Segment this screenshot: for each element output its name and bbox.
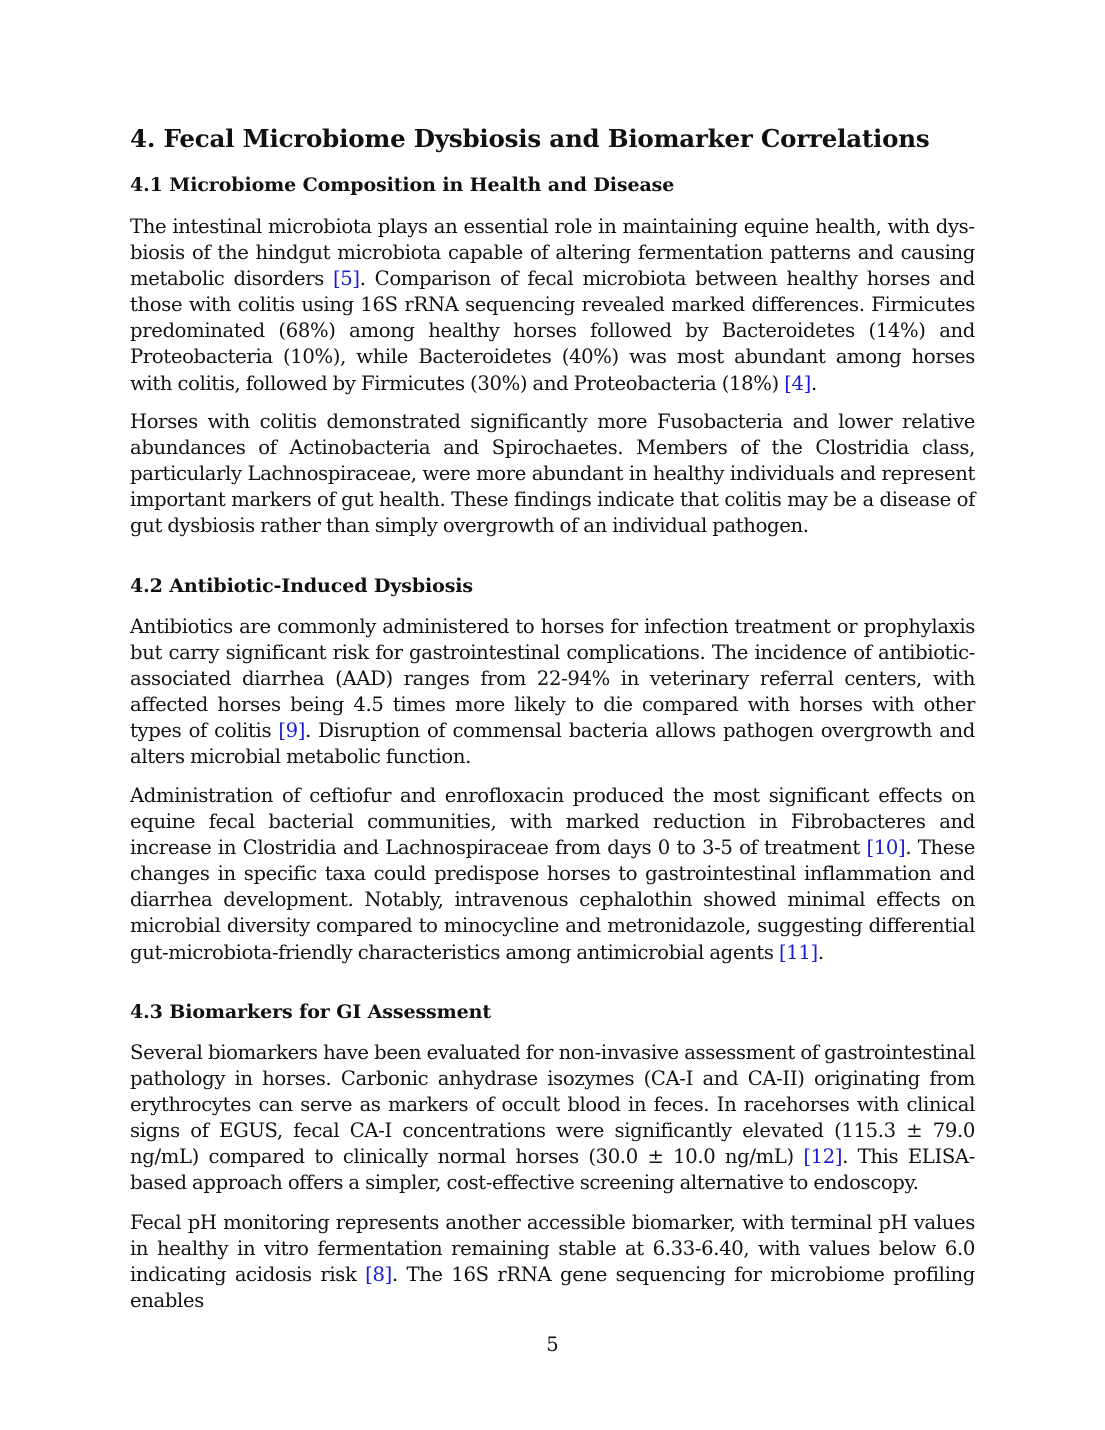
text-run: . This ELISA-based approach offers a simpler, cost-effective screening alternative to endoscopy.	[130, 1145, 975, 1195]
section-title: 4. Fecal Microbiome Dysbiosis and Biomarker Correlations	[130, 124, 930, 153]
subsection-title-4-3: 4.3 Biomarkers for GI Assessment	[130, 1001, 492, 1023]
subsection-title-4-1: 4.1 Microbiome Composition in Health and Disease	[130, 174, 675, 196]
page-number: 5	[546, 1333, 559, 1356]
text-run: Fecal pH monitoring represents another accessible biomarker, with terminal pH values in healthy in vitro fermentation remaining stable at 6.33-6.40, with values below 6.0 indicating acidosis risk	[130, 1211, 975, 1287]
text-run: . These changes in specific taxa could predispose horses to gastrointestinal inflammation and diarrhea development. Notably, intravenous cephalothin showed minimal effects on microbial diversity compared to minocycline and metronidazole, suggesting differential gut-microbiota-friendly characteristics among antimicrobial agents	[130, 836, 975, 964]
paragraph-4-2-2	[130, 783, 975, 966]
text-run: Horses with colitis demonstrated significantly more Fusobacteria and lower relative abundances of Actinobacteria and Spirochaetes. Members of the Clostridia class, particularly Lachnospiraceae, were more abundant in healthy individuals and represent important markers of gut health. These findings indicate that colitis may be a disease of gut dysbiosis rather than simply overgrowth of an individual pathogen.	[130, 410, 975, 538]
paragraph-4-1-2	[130, 409, 975, 539]
text-run: . Disruption of commensal bacteria allows pathogen overgrowth and alters microbial metabolic function.	[130, 719, 975, 769]
paragraph-4-2-1	[130, 614, 975, 771]
citation-link-9[interactable]: [9]	[278, 719, 306, 743]
text-run: .	[817, 940, 824, 964]
text-run: Antibiotics are commonly administered to horses for infection treatment or prophylaxis but carry significant risk for gastrointestinal complications. The incidence of antibiotic-associated diarrhea (AAD) ranges from 22-94% in veterinary referral centers, with affected horses being 4.5 times more likely to die compared with horses with other types of colitis	[130, 615, 975, 743]
citation-link-8[interactable]: [8]	[365, 1263, 392, 1287]
citation-link-11[interactable]: [11]	[778, 940, 818, 964]
text-run: . Comparison of fecal microbiota between healthy horses and those with colitis using 16S rRNA sequencing revealed marked differences. Firmicutes predominated (68%) among healthy horses followed by Bacteroidetes (14%) and Proteobacteria (10%), while Bacteroidetes (40%) was most abundant among horses with colitis, followed by Firmicutes (30%) and Proteobacteria (18%)	[130, 267, 975, 395]
paragraph-4-1-1	[130, 214, 975, 397]
text-run: Several biomarkers have been evaluated for non-invasive assessment of gastrointestinal pathology in horses. Carbonic anhydrase isozymes (CA-I and CA-II) originating from erythrocytes can serve as markers of occult blood in feces. In racehorses with clinical signs of EGUS, fecal CA-I concentrations were significantly elevated (115.3 ± 79.0 ng/mL) compared to clinically normal horses (30.0 ± 10.0 ng/mL)	[130, 1041, 975, 1169]
subsection-title-4-2: 4.2 Antibiotic-Induced Dysbiosis	[130, 575, 474, 597]
paragraph-4-3-2	[130, 1210, 975, 1314]
text-run: .	[810, 371, 817, 395]
citation-link-4[interactable]: [4]	[784, 371, 811, 395]
citation-link-12[interactable]: [12]	[803, 1145, 843, 1169]
citation-link-5[interactable]: [5]	[333, 267, 360, 291]
text-run: Administration of ceftiofur and enrofloxacin produced the most significant effects on equine fecal bacterial communities, with marked reduction in Fibrobacteres and increase in Clostridia and Lachnospiraceae from days 0 to 3-5 of treatment	[130, 784, 975, 860]
text-run: The intestinal microbiota plays an essential role in maintaining equine health, with dysbiosis of the hindgut microbiota capable of altering fermentation patterns and causing metabolic disorders	[130, 215, 975, 291]
text-run: . The 16S rRNA gene sequencing for microbiome profiling enables	[130, 1263, 975, 1313]
citation-link-10[interactable]: [10]	[866, 836, 906, 860]
paragraph-4-3-1	[130, 1040, 975, 1197]
